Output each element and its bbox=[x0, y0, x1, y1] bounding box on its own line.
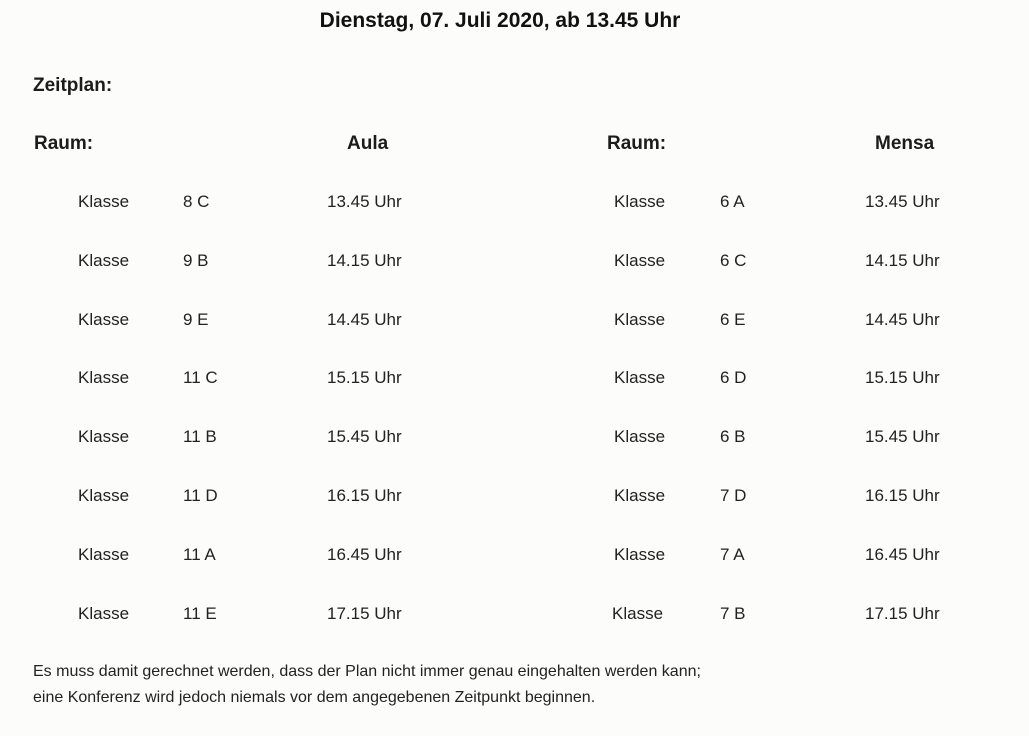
room-label-mensa: Raum: bbox=[607, 133, 667, 154]
row-time: 17.15 Uhr bbox=[327, 604, 402, 623]
row-class: 9 E bbox=[183, 310, 209, 329]
row-prefix: Klasse bbox=[78, 192, 130, 211]
section-label-zeitplan: Zeitplan: bbox=[33, 75, 113, 96]
row-time: 15.15 Uhr bbox=[327, 368, 402, 387]
row-prefix: Klasse bbox=[614, 192, 666, 211]
row-class: 11 C bbox=[183, 368, 218, 387]
row-class: 7 D bbox=[720, 486, 747, 505]
row-class: 6 B bbox=[720, 427, 746, 446]
row-class: 6 C bbox=[720, 251, 747, 270]
row-time: 16.45 Uhr bbox=[865, 545, 940, 564]
row-class: 11 D bbox=[183, 486, 218, 505]
row-time: 14.15 Uhr bbox=[865, 251, 940, 270]
row-time: 14.15 Uhr bbox=[327, 251, 402, 270]
row-prefix: Klasse bbox=[614, 251, 666, 270]
row-time: 14.45 Uhr bbox=[865, 310, 940, 329]
row-class: 6 D bbox=[720, 368, 747, 387]
row-time: 15.15 Uhr bbox=[865, 368, 940, 387]
row-class: 7 A bbox=[720, 545, 745, 564]
row-time: 16.15 Uhr bbox=[327, 486, 402, 505]
row-time: 15.45 Uhr bbox=[865, 427, 940, 446]
row-time: 13.45 Uhr bbox=[865, 192, 940, 211]
row-prefix: Klasse bbox=[614, 486, 666, 505]
row-time: 15.45 Uhr bbox=[327, 427, 402, 446]
row-prefix: Klasse bbox=[614, 368, 666, 387]
row-time: 14.45 Uhr bbox=[327, 310, 402, 329]
row-class: 6 A bbox=[720, 192, 745, 211]
row-prefix: Klasse bbox=[78, 545, 130, 564]
row-time: 16.15 Uhr bbox=[865, 486, 940, 505]
note-line-1: Es muss damit gerechnet werden, dass der Plan nicht immer genau eingehalten werden kann; bbox=[33, 663, 701, 680]
row-class: 9 B bbox=[183, 251, 209, 270]
document-title: Dienstag, 07. Juli 2020, ab 13.45 Uhr bbox=[319, 9, 681, 32]
room-name-mensa: Mensa bbox=[875, 133, 935, 154]
row-prefix: Klasse bbox=[78, 604, 130, 623]
row-time: 17.15 Uhr bbox=[865, 604, 940, 623]
row-prefix: Klasse bbox=[614, 427, 666, 446]
row-prefix: Klasse bbox=[612, 604, 664, 623]
row-time: 13.45 Uhr bbox=[327, 192, 402, 211]
room-label-aula: Raum: bbox=[34, 133, 94, 154]
row-class: 7 B bbox=[720, 604, 746, 623]
row-class: 11 B bbox=[183, 427, 217, 446]
row-prefix: Klasse bbox=[614, 310, 666, 329]
note-line-2: eine Konferenz wird jedoch niemals vor dem angegebenen Zeitpunkt beginnen. bbox=[33, 689, 596, 706]
row-prefix: Klasse bbox=[78, 486, 130, 505]
room-name-aula: Aula bbox=[347, 133, 389, 154]
row-time: 16.45 Uhr bbox=[327, 545, 402, 564]
row-prefix: Klasse bbox=[78, 427, 130, 446]
row-class: 11 A bbox=[183, 545, 216, 564]
row-class: 8 C bbox=[183, 192, 210, 211]
row-prefix: Klasse bbox=[614, 545, 666, 564]
row-class: 6 E bbox=[720, 310, 746, 329]
row-prefix: Klasse bbox=[78, 310, 130, 329]
row-class: 11 E bbox=[183, 604, 217, 623]
row-prefix: Klasse bbox=[78, 368, 130, 387]
row-prefix: Klasse bbox=[78, 251, 130, 270]
